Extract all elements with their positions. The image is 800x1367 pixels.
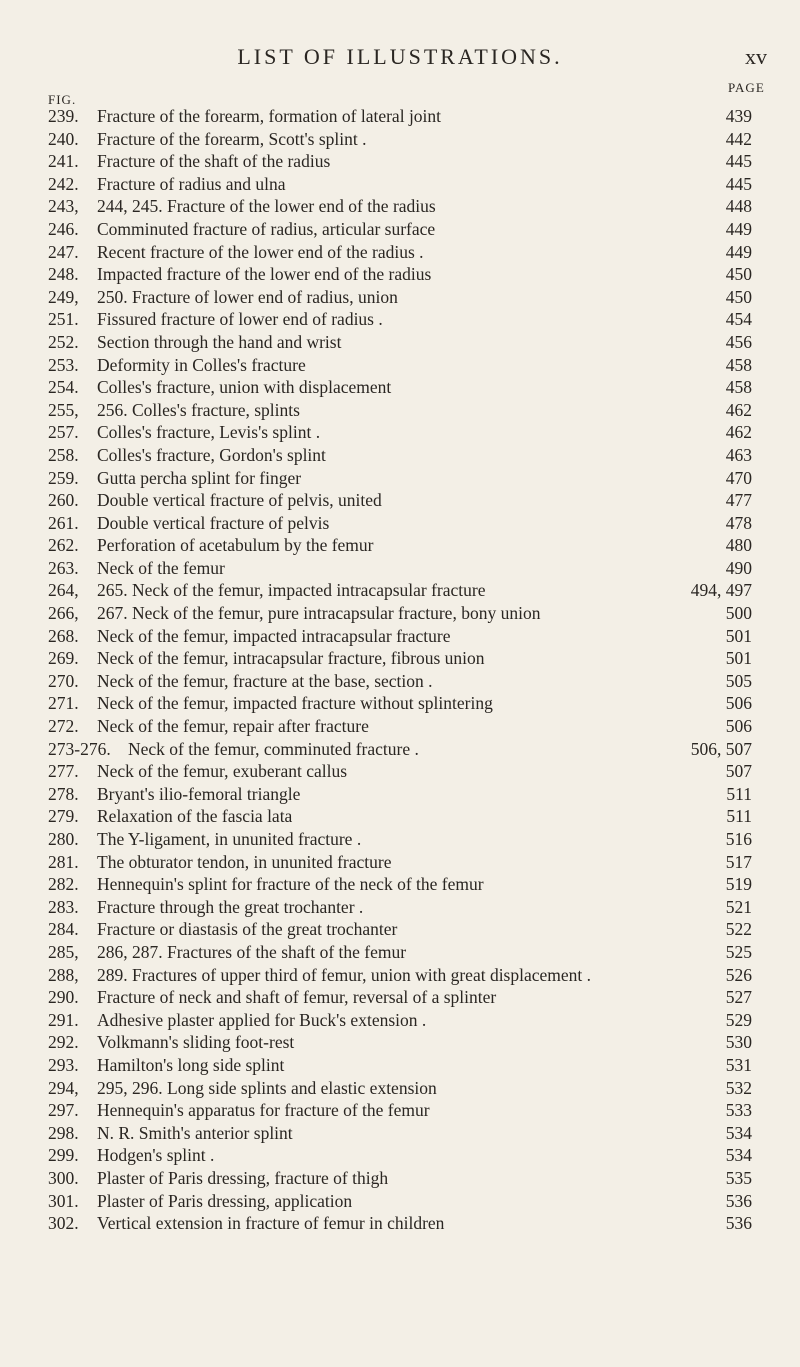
page-reference: 480 (725, 535, 752, 556)
figure-number: 299. (48, 1145, 79, 1166)
page-reference: 439 (725, 106, 752, 126)
figure-number: 261. (48, 512, 79, 533)
page-reference: 526 (725, 964, 752, 985)
figure-caption: Relaxation of the fascia lata (97, 806, 293, 827)
list-item (0, 173, 800, 196)
figure-caption: Volkmann's sliding foot-rest (97, 1032, 295, 1053)
list-item (0, 421, 800, 444)
list-item (0, 670, 800, 693)
figure-caption: Adhesive plaster applied for Buck's extension . (97, 1009, 427, 1030)
list-item (0, 896, 800, 919)
list-item (0, 986, 800, 1009)
figure-number: 284. (48, 919, 79, 940)
running-title: LIST OF ILLUSTRATIONS. (237, 44, 563, 69)
list-item (0, 783, 800, 806)
list-item (0, 128, 800, 151)
page-reference: 529 (725, 1009, 752, 1030)
figure-caption: Fissured fracture of lower end of radius . (97, 309, 383, 330)
figure-caption: Fracture of radius and ulna (97, 173, 286, 194)
figure-number: 270. (48, 670, 79, 691)
figure-caption: The Y-ligament, in ununited fracture . (97, 829, 362, 849)
page-reference: 450 (725, 264, 752, 285)
figure-caption: Hennequin's splint for fracture of the neck of the femur (97, 874, 484, 895)
list-item (0, 715, 800, 738)
figure-caption: Colles's fracture, union with displacement (97, 377, 392, 398)
figure-caption: N. R. Smith's anterior splint (97, 1122, 293, 1143)
figure-caption: 295, 296. Long side splints and elastic extension (97, 1077, 437, 1098)
list-item (0, 376, 800, 399)
page-reference: 478 (725, 512, 752, 533)
page-reference: 505 (725, 670, 752, 691)
figure-number: 248. (48, 264, 79, 285)
figure-number: 278. (48, 783, 79, 804)
list-item (0, 1122, 800, 1145)
list-item (0, 1144, 800, 1167)
list-item (0, 941, 800, 964)
figure-number: 271. (48, 693, 79, 714)
figure-caption: 286, 287. Fractures of the shaft of the femur (97, 941, 407, 962)
figure-number: 241. (48, 151, 79, 172)
figure-caption: 256. Colles's fracture, splints (97, 399, 300, 420)
page-reference: 507 (725, 761, 752, 782)
page-reference: 525 (725, 941, 752, 962)
page-reference: 533 (725, 1100, 752, 1121)
figure-caption: Neck of the femur, comminuted fracture . (128, 738, 419, 759)
list-item (0, 286, 800, 309)
figure-number: 242. (48, 173, 79, 194)
page-number: xv (745, 44, 767, 69)
figure-caption: Gutta percha splint for finger (97, 467, 302, 488)
page-reference: 470 (725, 467, 752, 488)
figure-caption: Recent fracture of the lower end of the radius . (97, 241, 424, 262)
page-reference: 519 (725, 874, 752, 895)
page-reference: 522 (725, 919, 752, 940)
figure-caption: Hennequin's apparatus for fracture of the femur (97, 1100, 430, 1121)
figure-caption: Plaster of Paris dressing, application (97, 1190, 353, 1211)
list-item (0, 1190, 800, 1213)
page-reference: 517 (725, 851, 752, 872)
list-item (0, 241, 800, 264)
figure-caption: Comminuted fracture of radius, articular surface (97, 218, 436, 239)
figure-number: 291. (48, 1009, 79, 1030)
figure-caption: Fracture through the great trochanter . (97, 896, 364, 917)
figure-caption: Neck of the femur (97, 557, 225, 578)
page-reference: 536 (725, 1213, 752, 1234)
page-reference: 454 (725, 309, 752, 330)
figure-number: 254. (48, 377, 79, 398)
figure-caption: Vertical extension in fracture of femur in children (97, 1213, 445, 1234)
list-item (0, 263, 800, 286)
list-item (0, 467, 800, 490)
page-reference: 511 (726, 783, 752, 804)
list-item (0, 1031, 800, 1054)
figure-caption: Deformity in Colles's fracture (97, 354, 306, 375)
list-item (0, 195, 800, 218)
page-reference: 490 (725, 557, 752, 578)
page-reference: 462 (725, 422, 752, 443)
page-reference: 500 (725, 603, 752, 624)
figure-number: 268. (48, 625, 79, 646)
list-item (0, 918, 800, 941)
figure-caption: 265. Neck of the femur, impacted intracapsular fracture (97, 580, 486, 601)
page-reference: 445 (725, 173, 752, 194)
list-item (0, 625, 800, 648)
page-reference: 449 (725, 218, 752, 239)
figure-number: 246. (48, 218, 79, 239)
figure-number: 277. (48, 761, 79, 782)
figure-number: 281. (48, 851, 79, 872)
page-reference: 530 (725, 1032, 752, 1053)
figure-number: 264, (48, 580, 79, 601)
list-item (0, 1167, 800, 1190)
list-item (0, 1212, 800, 1235)
page-reference: 450 (725, 286, 752, 307)
figure-number: 263. (48, 557, 79, 578)
list-item (0, 1077, 800, 1100)
list-item (0, 851, 800, 874)
figure-number: 239. (48, 106, 79, 126)
figure-number: 298. (48, 1122, 79, 1143)
figure-number: 258. (48, 444, 79, 465)
page-reference: 506 (725, 693, 752, 714)
page-reference: 448 (725, 196, 752, 217)
figure-caption: Hodgen's splint . (97, 1145, 215, 1166)
figure-number: 293. (48, 1054, 79, 1075)
page-column-label: PAGE (728, 80, 765, 95)
figure-number: 247. (48, 241, 79, 262)
list-item (0, 692, 800, 715)
figure-number: 297. (48, 1100, 79, 1121)
list-item (0, 105, 800, 128)
list-item (0, 399, 800, 422)
figure-caption: Double vertical fracture of pelvis, united (97, 490, 382, 511)
list-item (0, 1054, 800, 1077)
figure-caption: 250. Fracture of lower end of radius, union (97, 286, 398, 307)
figure-caption: 289. Fractures of upper third of femur, union with great displacement . (97, 964, 592, 985)
figure-number: 301. (48, 1190, 79, 1211)
figure-number: 269. (48, 648, 79, 669)
figure-caption: Double vertical fracture of pelvis (97, 512, 330, 533)
page-reference: 456 (725, 331, 752, 352)
list-item (0, 647, 800, 670)
figure-number: 288, (48, 964, 79, 985)
list-item (0, 218, 800, 241)
page-reference: 534 (725, 1145, 752, 1166)
figure-caption: Neck of the femur, fracture at the base, section . (97, 670, 433, 691)
page-reference: 449 (725, 241, 752, 262)
figure-number: 253. (48, 354, 79, 375)
list-item (0, 512, 800, 535)
page-reference: 532 (725, 1077, 752, 1098)
figure-number: 240. (48, 128, 79, 149)
figure-number: 300. (48, 1167, 79, 1188)
list-item (0, 738, 800, 761)
figure-caption: Impacted fracture of the lower end of the radius (97, 264, 432, 285)
figure-caption: Neck of the femur, intracapsular fracture, fibrous union (97, 648, 485, 669)
page-reference: 494, 497 (690, 580, 752, 601)
figure-caption: Perforation of acetabulum by the femur (97, 535, 374, 556)
page-reference: 462 (725, 399, 752, 420)
fig-column-label: FIG. (48, 92, 77, 107)
list-item (0, 331, 800, 354)
page-reference: 501 (725, 648, 752, 669)
list-item (0, 489, 800, 512)
page-reference: 516 (725, 829, 752, 849)
figure-caption: Fracture of the forearm, formation of lateral joint (97, 106, 442, 126)
list-item (0, 557, 800, 580)
figure-caption: Fracture of the forearm, Scott's splint . (97, 128, 367, 149)
figure-caption: Hamilton's long side splint (97, 1054, 285, 1075)
page-reference: 445 (725, 151, 752, 172)
page-reference: 535 (725, 1167, 752, 1188)
page-reference: 521 (725, 896, 752, 917)
list-item (0, 602, 800, 625)
figure-number: 283. (48, 896, 79, 917)
figure-caption: Fracture of the shaft of the radius (97, 151, 331, 172)
figure-number: 257. (48, 422, 79, 443)
page-reference: 501 (725, 625, 752, 646)
figure-caption: The obturator tendon, in ununited fracture (97, 851, 392, 872)
list-item (0, 308, 800, 331)
list-item (0, 354, 800, 377)
figure-caption: Colles's fracture, Gordon's splint (97, 444, 326, 465)
page-reference: 442 (725, 128, 752, 149)
list-item (0, 964, 800, 987)
figure-number: 252. (48, 331, 79, 352)
list-item (0, 873, 800, 896)
figure-number: 294, (48, 1077, 79, 1098)
page-reference: 527 (725, 987, 752, 1008)
figure-number: 243, (48, 196, 79, 217)
figure-number: 255, (48, 399, 79, 420)
list-item (0, 444, 800, 467)
list-item (0, 805, 800, 828)
figure-number: 292. (48, 1032, 79, 1053)
page-reference: 534 (725, 1122, 752, 1143)
page-reference: 458 (725, 354, 752, 375)
page-reference: 477 (725, 490, 752, 511)
figure-caption: 267. Neck of the femur, pure intracapsular fracture, bony union (97, 603, 541, 624)
list-item (0, 1009, 800, 1032)
page-reference: 463 (725, 444, 752, 465)
figure-number: 260. (48, 490, 79, 511)
figure-caption: Neck of the femur, repair after fracture (97, 716, 369, 737)
figure-number: 266, (48, 603, 79, 624)
figure-number: 273-276. (48, 738, 111, 759)
figure-number: 285, (48, 941, 79, 962)
figure-number: 262. (48, 535, 79, 556)
page-reference: 536 (725, 1190, 752, 1211)
figure-number: 251. (48, 309, 79, 330)
figure-number: 249, (48, 286, 79, 307)
page-reference: 506 (725, 716, 752, 737)
list-item (0, 579, 800, 602)
list-item (0, 828, 800, 851)
figure-caption: Neck of the femur, exuberant callus (97, 761, 348, 782)
figure-caption: Section through the hand and wrist (97, 331, 342, 352)
figure-caption: 244, 245. Fracture of the lower end of the radius (97, 196, 436, 217)
figure-number: 272. (48, 716, 79, 737)
figure-caption: Fracture of neck and shaft of femur, reversal of a splinter (97, 987, 497, 1008)
list-item (0, 150, 800, 173)
page-reference: 531 (725, 1054, 752, 1075)
figure-caption: Bryant's ilio-femoral triangle (97, 783, 301, 804)
figure-number: 302. (48, 1213, 79, 1234)
figure-number: 290. (48, 987, 79, 1008)
figure-caption: Neck of the femur, impacted intracapsular fracture (97, 625, 451, 646)
figure-number: 280. (48, 829, 79, 849)
page-reference: 458 (725, 377, 752, 398)
list-item (0, 760, 800, 783)
figure-caption: Colles's fracture, Levis's splint . (97, 422, 321, 443)
list-item (0, 534, 800, 557)
list-item (0, 1099, 800, 1122)
figure-number: 279. (48, 806, 79, 827)
figure-caption: Plaster of Paris dressing, fracture of thigh (97, 1167, 389, 1188)
figure-number: 259. (48, 467, 79, 488)
figure-caption: Fracture or diastasis of the great trochanter (97, 919, 398, 940)
illustration-list (0, 105, 800, 1235)
figure-number: 282. (48, 874, 79, 895)
figure-caption: Neck of the femur, impacted fracture without splintering (97, 693, 493, 714)
page-reference: 506, 507 (690, 738, 752, 759)
page-reference: 511 (726, 806, 752, 827)
